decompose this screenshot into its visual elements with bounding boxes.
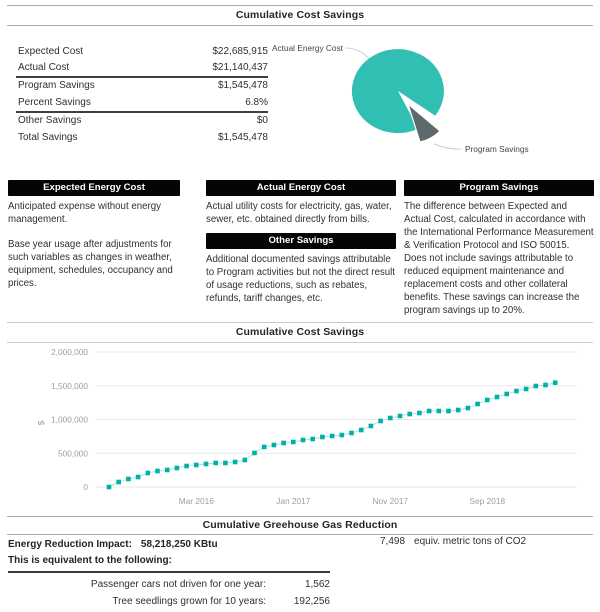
x-axis-tick-label: Sep 2018	[469, 496, 506, 506]
equivalent-label: Passenger cars not driven for one year:	[90, 578, 266, 590]
table-row	[16, 129, 268, 145]
data-point-marker	[398, 414, 403, 419]
co2-value: 7,498	[380, 536, 406, 547]
data-point-marker	[184, 464, 189, 469]
paragraph: Base year usage after adjustments for such variables as changes in weather, equipment, schedules, occupancy and prices.	[8, 239, 173, 289]
page-title: Cumulative Cost Savings	[235, 9, 365, 21]
data-point-marker	[417, 411, 422, 416]
cumulative-savings-scatter-chart	[0, 343, 600, 515]
table-row	[16, 94, 268, 112]
data-point-marker	[213, 461, 218, 466]
data-point-marker	[427, 409, 432, 414]
definitions-section	[0, 180, 600, 317]
equivalent-row-trees	[8, 591, 330, 609]
row-label: Percent Savings	[18, 96, 91, 108]
co2-label: equiv. metric tons of CO2	[414, 536, 527, 547]
data-point-marker	[437, 409, 442, 414]
data-point-marker	[155, 469, 160, 474]
summary-row	[0, 26, 600, 176]
data-point-marker	[388, 416, 393, 421]
equivalent-row-cars	[8, 573, 330, 591]
equivalents-heading: This is equivalent to the following:	[8, 555, 330, 573]
data-point-marker	[194, 463, 199, 468]
data-point-marker	[146, 471, 151, 476]
data-point-marker	[495, 395, 500, 400]
cost-summary-table	[16, 43, 268, 176]
table-row	[16, 113, 268, 129]
definition-body: The difference between Expected and Actual Cost, calculated in accordance with the International Performance Measurement & Verification Protocol and ISO 50015. Does not include savings attributable to reduced equipment maintenance and replacement costs and other collateral benefits. These savings can increase the program savings up to 20%.	[404, 201, 594, 316]
data-point-marker	[126, 477, 131, 482]
data-point-marker	[514, 389, 519, 394]
y-axis-tick-label: 1,500,000	[51, 380, 88, 391]
data-point-marker	[378, 419, 383, 424]
cost-savings-chart-section	[0, 322, 600, 515]
callout-line-program	[434, 144, 461, 149]
row-label: Other Savings	[18, 115, 82, 127]
pie-chart-area	[268, 26, 600, 176]
x-axis-tick-label: Nov 2017	[372, 496, 409, 506]
data-point-marker	[524, 387, 529, 392]
data-point-marker	[281, 441, 286, 446]
data-point-marker	[446, 409, 451, 414]
definition-body: Actual utility costs for electricity, gas, water, sewer, etc. obtained directly from bills.	[206, 201, 392, 225]
data-point-marker	[456, 408, 461, 413]
y-axis-tick-label: 500,000	[58, 448, 88, 459]
impact-label: Energy Reduction Impact:	[8, 539, 132, 550]
x-axis-tick-label: Mar 2016	[178, 496, 214, 506]
pie-label-program-savings: Program Savings	[465, 144, 529, 154]
data-point-marker	[223, 461, 228, 466]
definition-body: Additional documented savings attributable to Program activities but not the direct result of usage reductions, such as rebates, refunds, tariff changes, etc.	[206, 254, 395, 304]
paragraph: Anticipated expense without energy management.	[8, 201, 161, 225]
data-point-marker	[320, 435, 325, 440]
data-point-marker	[116, 480, 121, 485]
data-point-marker	[359, 428, 364, 433]
row-label: Actual Cost	[18, 61, 70, 73]
data-point-marker	[233, 460, 238, 465]
equivalent-label: Tree seedlings grown for 10 years:	[112, 596, 266, 607]
definition-header-expected-energy-cost: Expected Energy Cost	[8, 180, 180, 196]
row-value: 6.8%	[245, 96, 268, 108]
row-value: $1,545,478	[217, 131, 268, 143]
row-label: Total Savings	[18, 131, 78, 143]
data-point-marker	[485, 398, 490, 403]
definition-header-actual-energy-cost: Actual Energy Cost	[206, 180, 396, 196]
definition-column-actual-other	[206, 180, 396, 317]
definition-header-program-savings: Program Savings	[404, 180, 594, 196]
table-row	[16, 59, 268, 77]
report-page	[0, 5, 600, 612]
equivalent-value: 192,256	[293, 596, 330, 607]
row-label: Expected Cost	[18, 45, 84, 57]
data-point-marker	[291, 440, 296, 445]
impact-value: 58,218,250 KBtu	[140, 539, 218, 550]
ghg-section	[0, 516, 600, 608]
data-point-marker	[553, 380, 558, 385]
data-point-marker	[272, 443, 277, 448]
pie-label-actual-energy-cost: Actual Energy Cost	[271, 43, 343, 53]
data-point-marker	[475, 402, 480, 407]
chart-title: Cumulative Cost Savings	[235, 326, 365, 338]
data-point-marker	[204, 462, 209, 467]
pie-chart	[268, 27, 578, 177]
definition-header-other-savings: Other Savings	[206, 233, 396, 249]
data-point-marker	[543, 383, 548, 388]
data-point-marker	[466, 406, 471, 411]
data-point-marker	[534, 384, 539, 389]
data-point-marker	[252, 451, 257, 456]
y-axis-title: $	[36, 420, 46, 426]
definition-body	[8, 200, 180, 290]
data-point-marker	[136, 475, 141, 480]
ghg-rule-bottom	[7, 534, 593, 535]
co2-equivalent	[380, 536, 526, 547]
row-value: $22,685,915	[212, 45, 268, 57]
data-point-marker	[165, 468, 170, 473]
table-row	[16, 78, 268, 94]
callout-line-actual	[345, 48, 369, 59]
data-point-marker	[369, 424, 374, 429]
data-point-marker	[340, 433, 345, 438]
data-point-marker	[407, 412, 412, 417]
y-axis-tick-label: 2,000,000	[51, 347, 88, 357]
ghg-title: Cumulative Greehouse Gas Reduction	[202, 519, 398, 531]
data-point-marker	[107, 485, 112, 490]
table-row	[16, 43, 268, 59]
definition-column-program-savings	[404, 180, 594, 317]
row-value: $1,545,478	[217, 80, 268, 92]
data-point-marker	[310, 437, 315, 442]
x-axis-tick-label: Jan 2017	[276, 496, 311, 506]
data-point-marker	[504, 392, 509, 397]
row-value: $0	[256, 115, 268, 127]
pie-slice-actual-energy-cost	[352, 49, 444, 133]
y-axis-tick-label: 0	[83, 482, 88, 492]
row-value: $21,140,437	[212, 61, 268, 73]
data-point-marker	[262, 445, 267, 450]
row-label: Program Savings	[18, 80, 95, 92]
data-point-marker	[330, 434, 335, 439]
equivalent-value: 1,562	[304, 578, 330, 590]
data-point-marker	[349, 431, 354, 436]
data-point-marker	[175, 466, 180, 471]
data-point-marker	[301, 438, 306, 443]
data-point-marker	[243, 458, 248, 463]
y-axis-tick-label: 1,000,000	[51, 414, 88, 425]
definition-column-expected	[8, 180, 180, 317]
